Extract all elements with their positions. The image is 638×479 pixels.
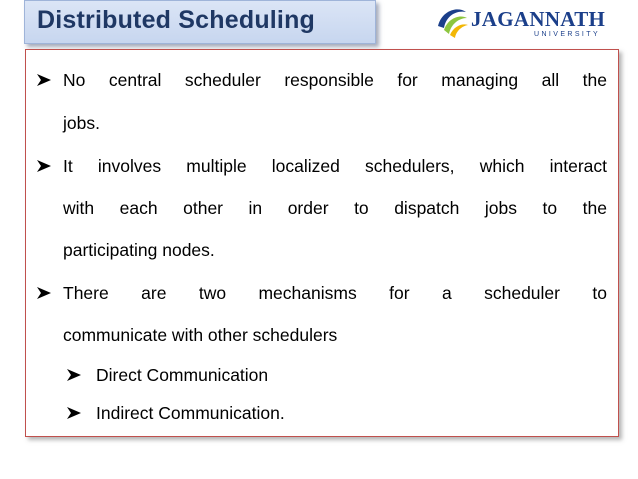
bullet-1	[63, 70, 607, 91]
bullet-2-line-1: It involves multiple localized schedulers, which interact	[63, 156, 607, 176]
bullet-3-line-1: There are two mechanisms for a scheduler to	[63, 283, 607, 303]
logo-emblem-icon	[434, 4, 470, 40]
bullet-2-cont2	[63, 240, 215, 261]
bullet-3-line-2: communicate with other schedulers	[63, 325, 338, 345]
sub-bullet-1-text: Direct Communication	[96, 365, 269, 385]
bullet-1-line-1: No central scheduler responsible for managing all the	[63, 70, 607, 90]
sub-bullet-arrow-icon	[66, 406, 82, 420]
bullet-arrow-icon	[36, 159, 52, 173]
bullet-2-line-2: with each other in order to dispatch jobs to the	[63, 198, 607, 218]
bullet-arrow-icon	[36, 286, 52, 300]
sub-bullet-2-text: Indirect Communication.	[96, 403, 285, 423]
title-box	[24, 0, 376, 44]
bullet-1-cont	[63, 113, 100, 134]
bullet-2-cont	[63, 198, 607, 219]
logo-subtitle: UNIVERSITY	[534, 31, 601, 38]
slide-title: Distributed Scheduling	[37, 6, 316, 34]
bullet-1-line-2: jobs.	[63, 113, 100, 133]
university-logo	[434, 4, 634, 44]
bullet-2-line-3: participating nodes.	[63, 240, 215, 260]
sub-bullet-2	[96, 403, 285, 424]
bullet-2	[63, 156, 607, 177]
bullet-arrow-icon	[36, 73, 52, 87]
sub-bullet-1	[96, 365, 268, 386]
bullet-3	[63, 283, 607, 304]
sub-bullet-arrow-icon	[66, 368, 82, 382]
bullet-3-cont	[63, 325, 337, 346]
logo-name: JAGANNATH	[471, 7, 606, 31]
